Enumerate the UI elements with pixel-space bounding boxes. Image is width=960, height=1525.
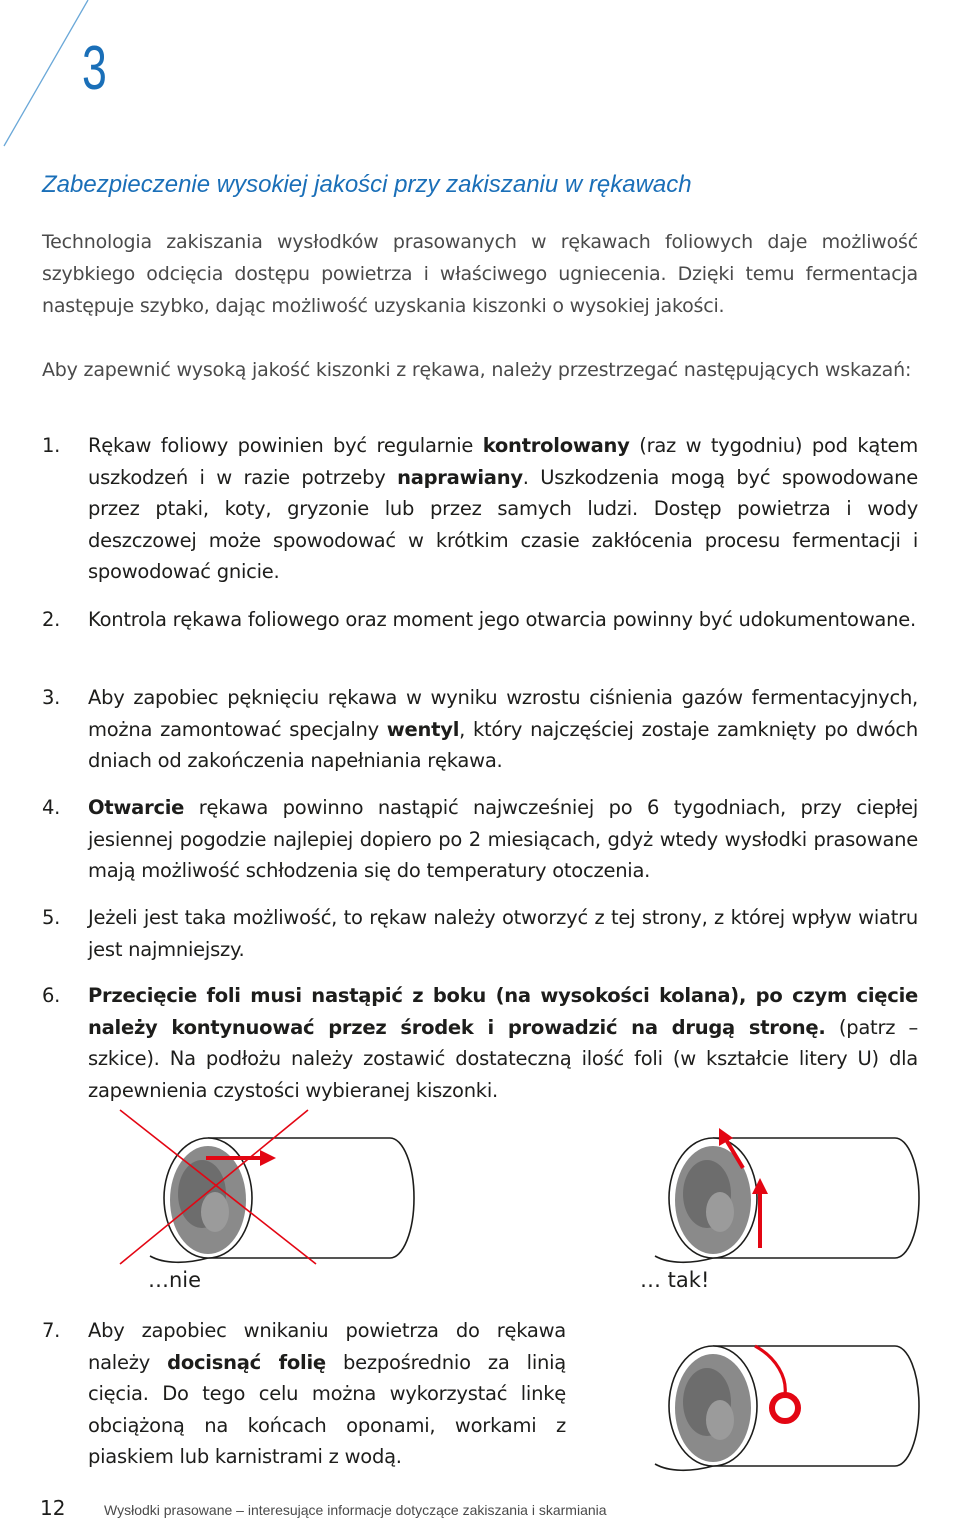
list-item-3 <box>42 682 918 777</box>
sketch-press-foil <box>615 1316 935 1476</box>
list-item-text: Otwarcie rękawa powinno nastąpić najwcześniej po 6 tygodniach, przy ciepłej jesiennej pogodzie najlepiej dopiero po 2 miesiącach, gdyż wtedy wysłodki prasowane mają możliwość schłodzenia się do temperatury otoczenia. <box>88 796 918 882</box>
list-item-number: 3. <box>42 686 61 709</box>
footer-text: Wysłodki prasowane – interesujące informacje dotyczące zakiszania i skarmiania <box>104 1502 607 1518</box>
list-item-4 <box>42 792 918 887</box>
intro-paragraph-1: Technologia zakiszania wysłodków prasowanych w rękawach foliowych daje możliwość szybkiego odcięcia dostępu powietrza i właściwego ugniecenia. Dzięki temu fermentacja następuje szybko, dając możliwość uzyskania kiszonki o wysokiej jakości. <box>42 231 918 317</box>
list-item-number: 4. <box>42 796 61 819</box>
list-item-number: 2. <box>42 608 61 631</box>
list-item-text: Aby zapobiec wnikaniu powietrza do rękawa należy docisnąć folię bezpośrednio za linią cięcia. Do tego celu można wykorzystać linkę obciążoną na końcach oponami, workami z piaskiem lub karnistrami z wodą. <box>88 1319 566 1468</box>
intro-paragraph-2: Aby zapewnić wysoką jakość kiszonki z rękawa, należy przestrzegać następujących wskazań: <box>42 359 912 381</box>
sketch-wrong-cut <box>90 1108 430 1266</box>
list-item-1 <box>42 430 918 588</box>
list-item-text: Aby zapobiec pęknięciu rękawa w wyniku wzrostu ciśnienia gazów fermentacyjnych, można zamontować specjalny wentyl, który najczęściej zostaje zamknięty po dwóch dniach od zakończenia napełniania rękawa. <box>88 686 919 772</box>
list-item-number: 7. <box>42 1319 61 1342</box>
rope-weight <box>772 1395 798 1421</box>
chapter-number: 3 <box>82 34 107 103</box>
list-item-text: Kontrola rękawa foliowego oraz moment jego otwarcia powinny być udokumentowane. <box>88 608 916 631</box>
list-item-number: 6. <box>42 984 61 1007</box>
list-item-5 <box>42 902 918 965</box>
list-item-text: Przecięcie foli musi nastąpić z boku (na wysokości kolana), po czym cięcie należy kontynuować przez środek i prowadzić na drugą stronę. (patrz – szkice). Na podłożu należy zostawić dostateczną ilość foli (w kształcie litery U) dla zapewnienia czystości wybieranej kiszonki. <box>88 984 919 1102</box>
list-item-2 <box>42 604 918 636</box>
list-item-text: Rękaw foliowy powinien być regularnie kontrolowany (raz w tygodniu) pod kątem uszkodzeń i w razie potrzeby naprawiany. Uszkodzenia mogą być spowodowane przez ptaki, koty, gryzonie lub przez samych ludzi. Dostęp powietrza i wody deszczowej może spowodować w krótkim czasie zakłócenia procesu fermentacji i spowodować gnicie. <box>88 434 918 583</box>
list-item-number: 1. <box>42 434 61 457</box>
sketch-correct-cut <box>615 1108 935 1266</box>
list-item-number: 5. <box>42 906 61 929</box>
list-item-text: Jeżeli jest taka możliwość, to rękaw należy otworzyć z tej strony, z której wpływ wiatru jest najmniejszy. <box>88 906 918 961</box>
right-caption: … tak! <box>640 1268 710 1292</box>
wrong-caption: …nie <box>148 1268 202 1292</box>
section-heading: Zabezpieczenie wysokiej jakości przy zakiszaniu w rękawach <box>42 171 692 198</box>
list-item-7 <box>42 1315 566 1473</box>
page-number: 12 <box>40 1496 66 1520</box>
list-item-6 <box>42 980 918 1106</box>
